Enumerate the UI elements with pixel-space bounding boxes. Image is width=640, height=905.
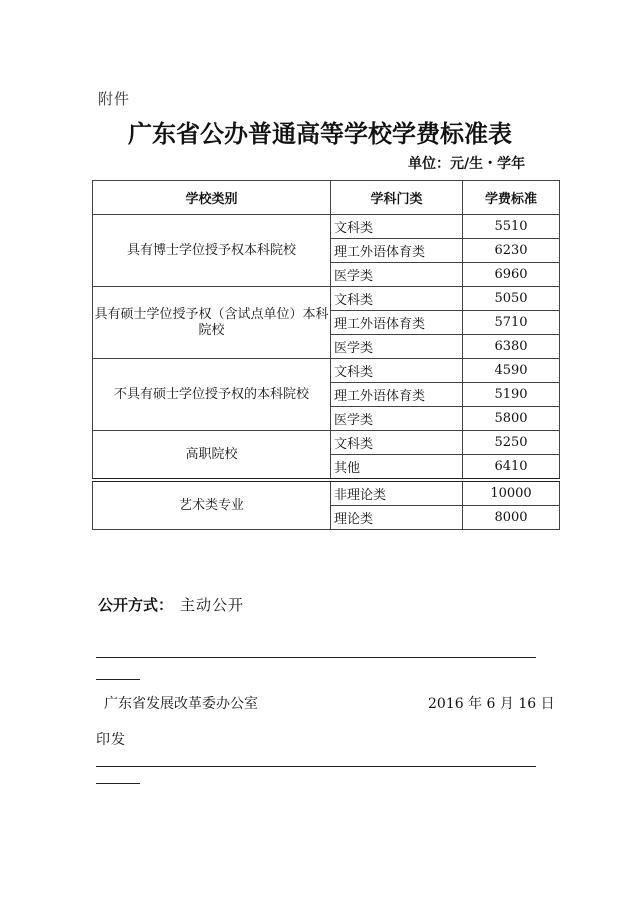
column-header-fee: 学费标准 (463, 181, 560, 215)
school-category-cell: 艺术类专业 (93, 480, 331, 530)
fee-cell: 5800 (463, 407, 560, 431)
column-header-subject: 学科门类 (331, 181, 463, 215)
fee-cell: 6230 (463, 239, 560, 263)
table-row (93, 287, 560, 311)
table-header-row (93, 181, 560, 215)
fee-cell: 4590 (463, 359, 560, 383)
issued-label: 印发 (96, 732, 126, 748)
fee-cell: 10000 (463, 480, 560, 506)
fee-cell: 5250 (463, 431, 560, 455)
unit-label: 单位：元/生・学年 (408, 156, 526, 172)
issuer-name: 广东省发展改革委办公室 (104, 696, 258, 712)
subject-cell: 理工外语体育类 (331, 311, 463, 335)
disclosure-label: 公开方式： (98, 596, 174, 614)
subject-cell: 医学类 (331, 407, 463, 431)
divider-line (96, 657, 536, 658)
subject-cell: 非理论类 (331, 480, 463, 506)
table-row (93, 480, 560, 506)
column-header-school-type: 学校类别 (93, 181, 331, 215)
subject-cell: 文科类 (331, 359, 463, 383)
subject-cell: 文科类 (331, 287, 463, 311)
fee-cell: 5510 (463, 215, 560, 239)
subject-cell: 文科类 (331, 215, 463, 239)
divider-line (96, 766, 536, 767)
issue-date: 2016 年 6 月 16 日 (428, 696, 555, 712)
table-row (93, 359, 560, 383)
school-category-cell: 不具有硕士学位授予权的本科院校 (93, 359, 331, 431)
subject-cell: 理论类 (331, 506, 463, 530)
fee-cell: 6410 (463, 455, 560, 481)
subject-cell: 文科类 (331, 431, 463, 455)
subject-cell: 医学类 (331, 335, 463, 359)
table-row (93, 431, 560, 455)
fee-cell: 8000 (463, 506, 560, 530)
subject-cell: 其他 (331, 455, 463, 481)
fee-cell: 5190 (463, 383, 560, 407)
fee-table (92, 180, 560, 530)
school-category-cell: 具有博士学位授予权本科院校 (93, 215, 331, 287)
fee-cell: 6960 (463, 263, 560, 287)
fee-cell: 5050 (463, 287, 560, 311)
disclosure-value: 主动公开 (180, 596, 245, 614)
subject-cell: 理工外语体育类 (331, 239, 463, 263)
divider-line-short (96, 783, 140, 784)
fee-cell: 6380 (463, 335, 560, 359)
fee-cell: 5710 (463, 311, 560, 335)
school-category-cell: 高职院校 (93, 431, 331, 481)
subject-cell: 医学类 (331, 263, 463, 287)
table-row (93, 215, 560, 239)
school-category-cell: 具有硕士学位授予权（含试点单位）本科院校 (93, 287, 331, 359)
document-title: 广东省公办普通高等学校学费标准表 (128, 119, 512, 148)
subject-cell: 理工外语体育类 (331, 383, 463, 407)
attachment-label: 附件 (98, 90, 131, 108)
divider-line-short (96, 679, 140, 680)
